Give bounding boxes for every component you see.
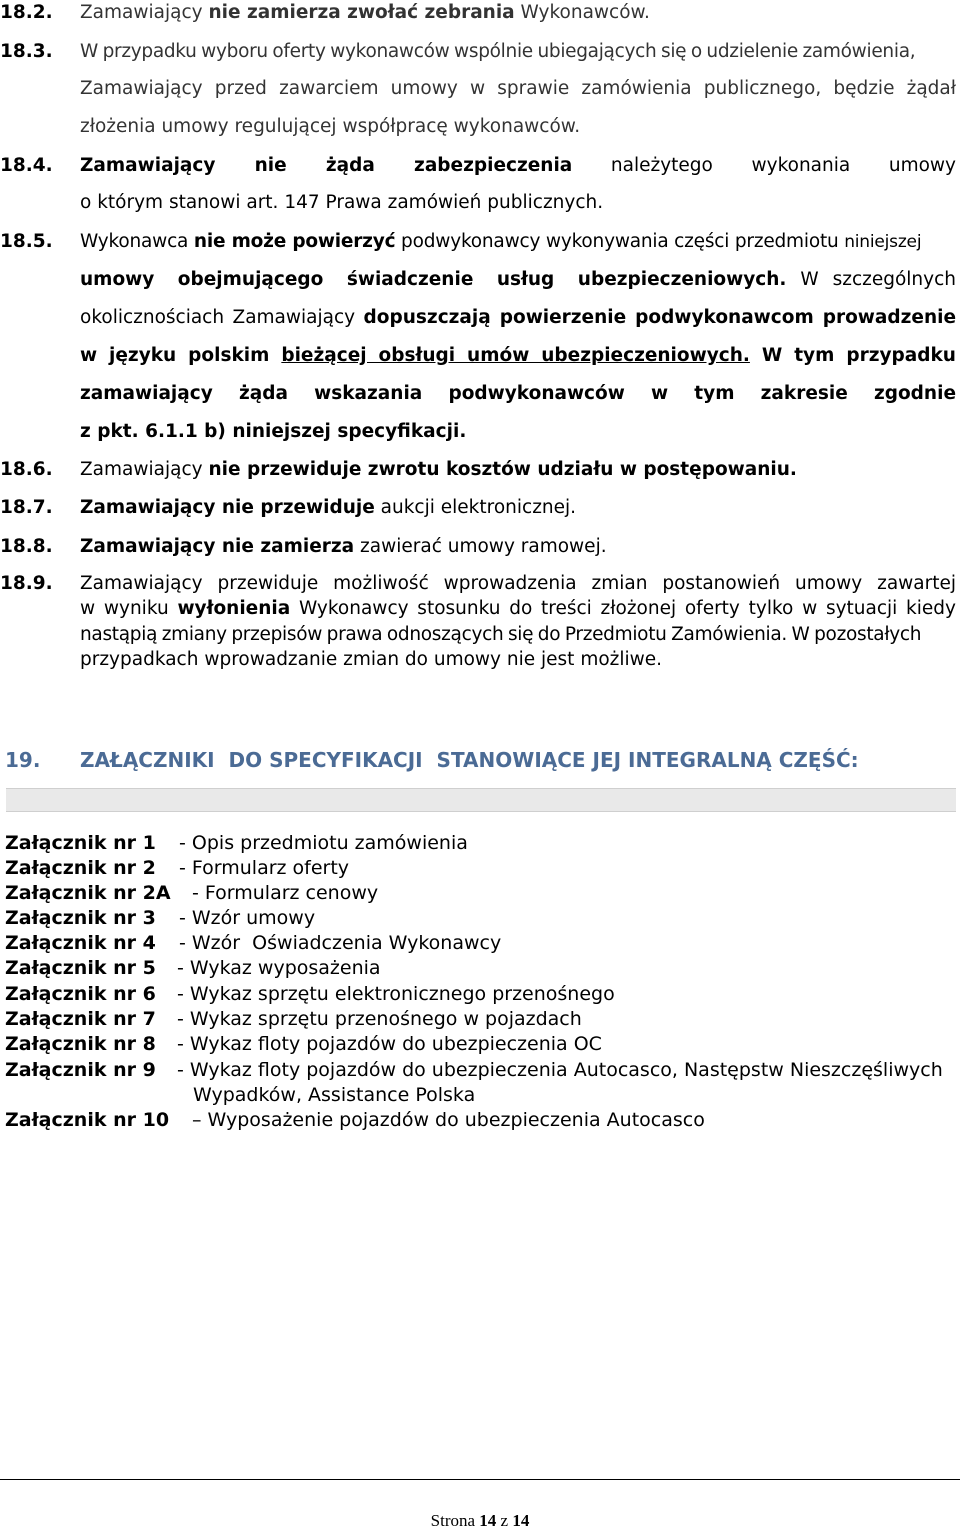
attachment-label: Załącznik nr 10 [5, 1109, 170, 1131]
section-19-heading: ZAŁĄCZNIKI DO SPECYFIKACJI STANOWIĄCE JEJ INTEGRALNĄ CZĘŚĆ: [80, 748, 859, 772]
attachment-row-4 [5, 907, 315, 929]
emphasis: nie może powierzyć [193, 231, 396, 252]
section-number-18-4: 18.4. [0, 155, 53, 176]
section-number-18-6: 18.6. [0, 459, 53, 480]
emphasis: umowy obejmującego świadczenie usług ubezpieczeniowych. [80, 269, 787, 290]
attachment-label: Załącznik nr 2 [5, 857, 156, 879]
section-18-9-line-3: nastąpią zmiany przepisów prawa odnoszących się do Przedmiotu Zamówienia. W pozostałych [80, 624, 922, 645]
attachment-desc: - Formularz cenowy [192, 882, 379, 904]
total-pages: 14 [512, 1511, 530, 1530]
attachment-row-5 [5, 932, 501, 954]
section-18-5-line-4 [80, 345, 956, 366]
section-number-18-9: 18.9. [0, 573, 53, 594]
section-18-8-text [80, 536, 607, 557]
text: Zamawiający [80, 459, 209, 480]
attachment-row-1 [5, 832, 468, 854]
section-number-18-7: 18.7. [0, 497, 53, 518]
section-number-18-2: 18.2. [0, 2, 53, 23]
section-18-4-line-1 [80, 155, 956, 176]
attachment-row-10 [5, 1059, 943, 1081]
attachment-label: Załącznik nr 9 [5, 1059, 156, 1081]
section-number-18-3: 18.3. [0, 41, 53, 62]
attachment-label: Załącznik nr 8 [5, 1033, 156, 1055]
footer-text: z [496, 1511, 513, 1530]
attachment-label: Załącznik nr 5 [5, 957, 156, 979]
text: należytego wykonania umowy [572, 155, 956, 176]
attachment-row-3 [5, 882, 378, 904]
section-18-5-line-1 [80, 231, 921, 252]
attachment-desc: - Wykaz floty pojazdów do ubezpieczenia Autocasco, Następstw Nieszczęśliwych [177, 1059, 943, 1081]
text: Wykonawców. [514, 2, 650, 23]
heading-underline-bar [6, 788, 956, 812]
attachment-label: Załącznik nr 6 [5, 983, 156, 1005]
emphasis: dopuszczają powierzenie podwykonawcom prowadzenie [363, 307, 956, 328]
text: w wyniku [80, 598, 178, 619]
emphasis: Zamawiający nie zamierza [80, 536, 355, 557]
text: zawierać umowy ramowej. [354, 536, 607, 557]
section-18-6-text [80, 459, 797, 480]
attachment-desc: - Wykaz wyposażenia [177, 957, 381, 979]
section-18-5-line-2 [80, 269, 956, 290]
attachment-desc: - Wykaz sprzętu elektronicznego przenośnego [177, 983, 615, 1005]
section-18-7-text [80, 497, 576, 518]
section-18-9-line-4: przypadkach wprowadzanie zmian do umowy nie jest możliwe. [80, 649, 663, 670]
attachment-row-7 [5, 983, 615, 1005]
section-18-5-line-3 [80, 307, 956, 328]
emphasis: Zamawiający nie przewiduje [80, 497, 375, 518]
attachment-desc: - Wzór umowy [179, 907, 316, 929]
attachment-desc: - Wykaz floty pojazdów do ubezpieczenia OC [177, 1033, 602, 1055]
section-18-3-line-1: W przypadku wyboru oferty wykonawców wspólnie ubiegających się o udzielenie zamówienia, [80, 41, 916, 62]
text: Wykonawca [80, 231, 194, 252]
section-number-18-8: 18.8. [0, 536, 53, 557]
section-number-19: 19. [5, 748, 41, 772]
emphasis: Zamawiający nie żąda zabezpieczenia [80, 155, 573, 176]
attachment-desc: – Wyposażenie pojazdów do ubezpieczenia Autocasco [192, 1109, 705, 1131]
attachment-row-8 [5, 1008, 582, 1030]
current-page: 14 [479, 1511, 497, 1530]
section-18-5-line-5: zamawiający żąda wskazania podwykonawców w tym zakresie zgodnie [80, 383, 956, 404]
text: podwykonawcy wykonywania części przedmiotu [395, 231, 845, 252]
attachment-label: Załącznik nr 7 [5, 1008, 156, 1030]
page-footer [0, 1511, 960, 1531]
attachment-desc: - Wzór Oświadczenia Wykonawcy [179, 932, 502, 954]
attachment-label: Załącznik nr 3 [5, 907, 156, 929]
attachment-desc: - Opis przedmiotu zamówienia [179, 832, 468, 854]
section-number-18-5: 18.5. [0, 231, 53, 252]
text: Zamawiający [80, 2, 209, 23]
attachment-desc: - Wykaz sprzętu przenośnego w pojazdach [177, 1008, 582, 1030]
attachment-row-2 [5, 857, 349, 879]
section-18-4-line-2: o którym stanowi art. 147 Prawa zamówień publicznych. [80, 192, 604, 213]
section-18-5-line-6: z pkt. 6.1.1 b) niniejszej specyfikacji. [80, 421, 467, 442]
text: W szczególnych [786, 269, 956, 290]
footer-text: Strona [430, 1511, 480, 1530]
text: aukcji elektronicznej. [374, 497, 577, 518]
attachment-row-11 [5, 1109, 705, 1131]
attachment-label: Załącznik nr 4 [5, 932, 156, 954]
underlined-emphasis: bieżącej obsługi umów ubezpieczeniowych. [281, 345, 750, 366]
section-18-9-line-1: Zamawiający przewiduje możliwość wprowadzenia zmian postanowień umowy zawartej [80, 573, 956, 594]
emphasis: nie przewiduje zwrotu kosztów udziału w postępowaniu. [208, 459, 797, 480]
section-18-9-line-2 [80, 598, 956, 619]
text: okolicznościach Zamawiający [80, 307, 364, 328]
section-18-3-line-2: Zamawiający przed zawarciem umowy w sprawie zamówienia publicznego, będzie żądał [80, 78, 956, 99]
attachment-label: Załącznik nr 1 [5, 832, 156, 854]
emphasis: W tym przypadku [749, 345, 956, 366]
text: Wykonawcy stosunku do treści złożonej oferty tylko w sytuacji kiedy [290, 598, 956, 619]
emphasis: wyłonienia [177, 598, 291, 619]
text: niniejszej [844, 232, 922, 252]
attachment-row-9 [5, 1033, 602, 1055]
section-18-2-text [80, 2, 650, 23]
footer-rule [0, 1479, 960, 1480]
emphasis: w języku polskim [80, 345, 282, 366]
attachment-desc: - Formularz oferty [179, 857, 350, 879]
attachment-label: Załącznik nr 2A [5, 882, 171, 904]
attachment-row-10-continuation: Wypadków, Assistance Polska [193, 1084, 476, 1106]
attachment-row-6 [5, 957, 381, 979]
section-18-3-line-3: złożenia umowy regulującej współpracę wykonawców. [80, 116, 581, 137]
emphasis: nie zamierza zwołać zebrania [208, 2, 515, 23]
